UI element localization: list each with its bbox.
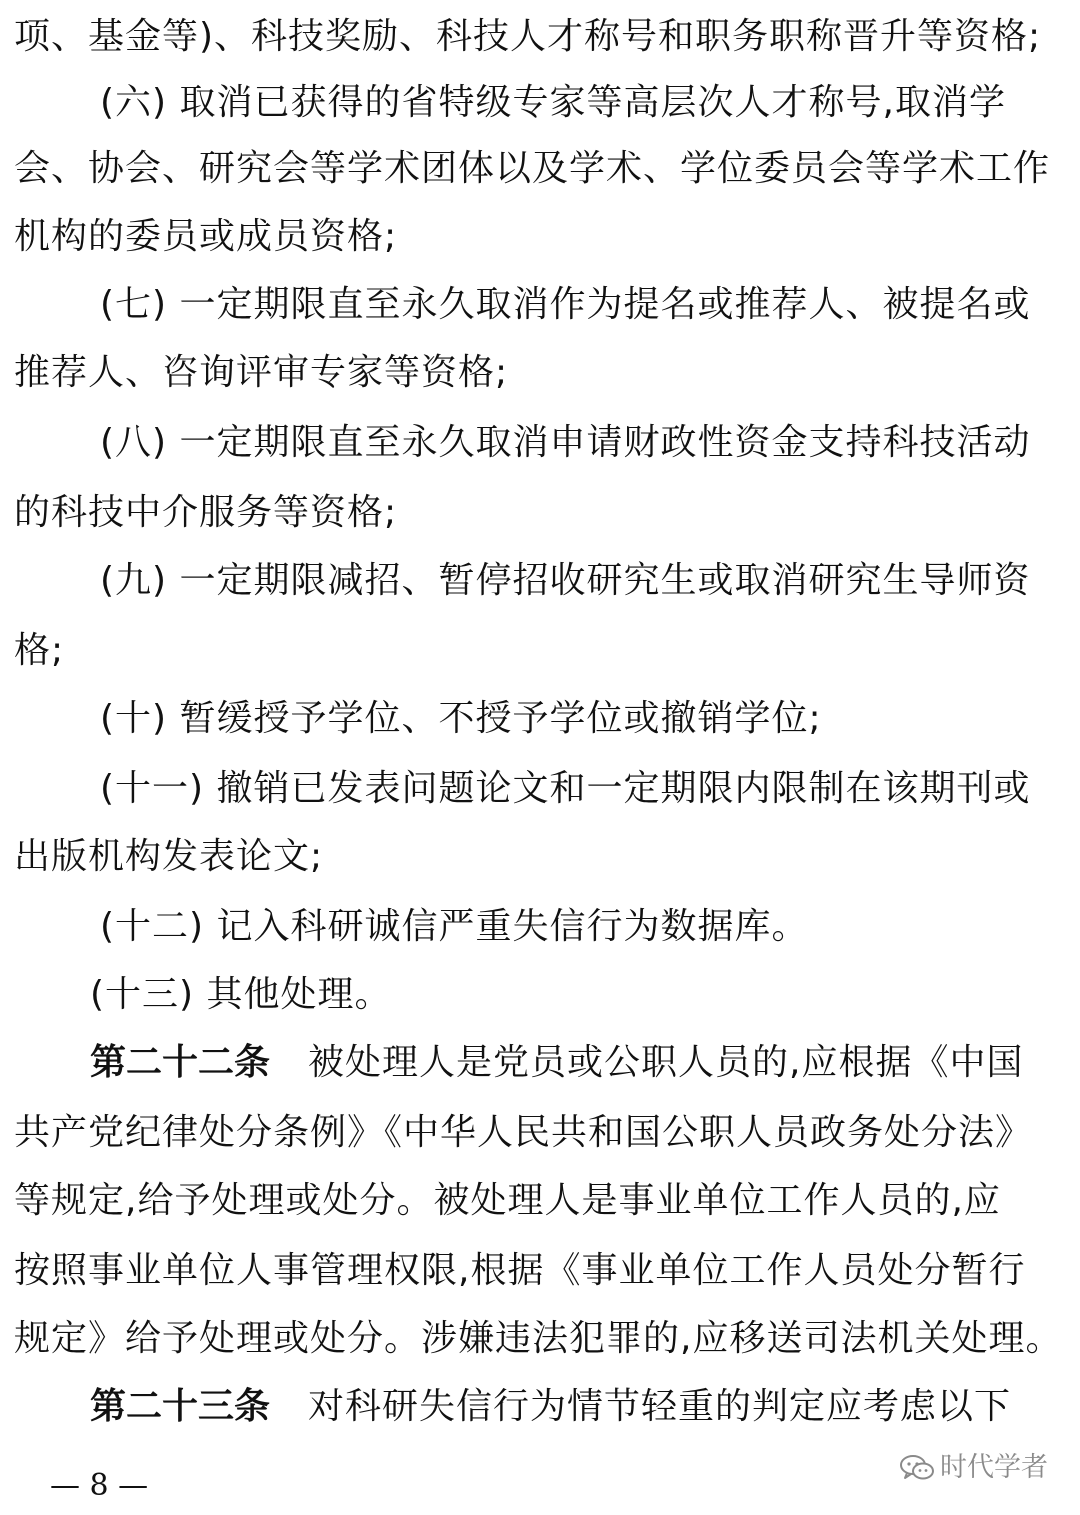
article-23-text: 对科研失信行为情节轻重的判定应考虑以下 [308,1386,1012,1427]
article-23-heading: 第二十三条 [90,1386,271,1427]
article-22-text: 被处理人是党员或公职人员的,应根据《中国 [308,1042,1024,1083]
text-line: (六) 取消已获得的省特级专家等高层次人才称号,取消学 [100,82,1006,123]
wechat-icon [900,1453,934,1483]
article-22-line [90,1034,1023,1092]
text-line: (十一) 撤销已发表问题论文和一定期限内限制在该期刊或 [100,768,1031,809]
text-line: 项、基金等)、科技奖励、科技人才称号和职务职称晋升等资格; [14,16,1042,57]
text-line: 格; [14,630,65,671]
text-line: 共产党纪律处分条例》《中华人民共和国公职人员政务处分法》 [14,1112,1033,1153]
text-line: 等规定,给予处理或处分。被处理人是事业单位工作人员的,应 [14,1180,1001,1221]
text-line: 按照事业单位人事管理权限,根据《事业单位工作人员处分暂行 [14,1250,1026,1291]
article-22-heading: 第二十二条 [90,1042,271,1083]
text-line: 推荐人、咨询评审专家等资格; [14,352,509,393]
watermark-text: 时代学者 [940,1452,1048,1483]
text-line: (七) 一定期限直至永久取消作为提名或推荐人、被提名或 [100,284,1031,325]
text-line: 出版机构发表论文; [14,836,324,877]
text-line: 会、协会、研究会等学术团体以及学术、学位委员会等学术工作 [14,148,1051,189]
text-line: (十三) 其他处理。 [90,974,392,1015]
article-23-line [90,1378,1011,1436]
text-line: 的科技中介服务等资格; [14,492,398,533]
page-number: — 8 — [50,1468,149,1503]
text-line: 规定》给予处理或处分。涉嫌违法犯罪的,应移送司法机关处理。 [14,1318,1063,1359]
text-line: (十) 暂缓授予学位、不授予学位或撤销学位; [100,698,822,739]
watermark [900,1448,1048,1488]
text-line: (十二) 记入科研诚信严重失信行为数据库。 [100,906,809,947]
text-line: 机构的委员或成员资格; [14,216,398,257]
text-line: (九) 一定期限减招、暂停招收研究生或取消研究生导师资 [100,560,1031,601]
text-line: (八) 一定期限直至永久取消申请财政性资金支持科技活动 [100,422,1031,463]
